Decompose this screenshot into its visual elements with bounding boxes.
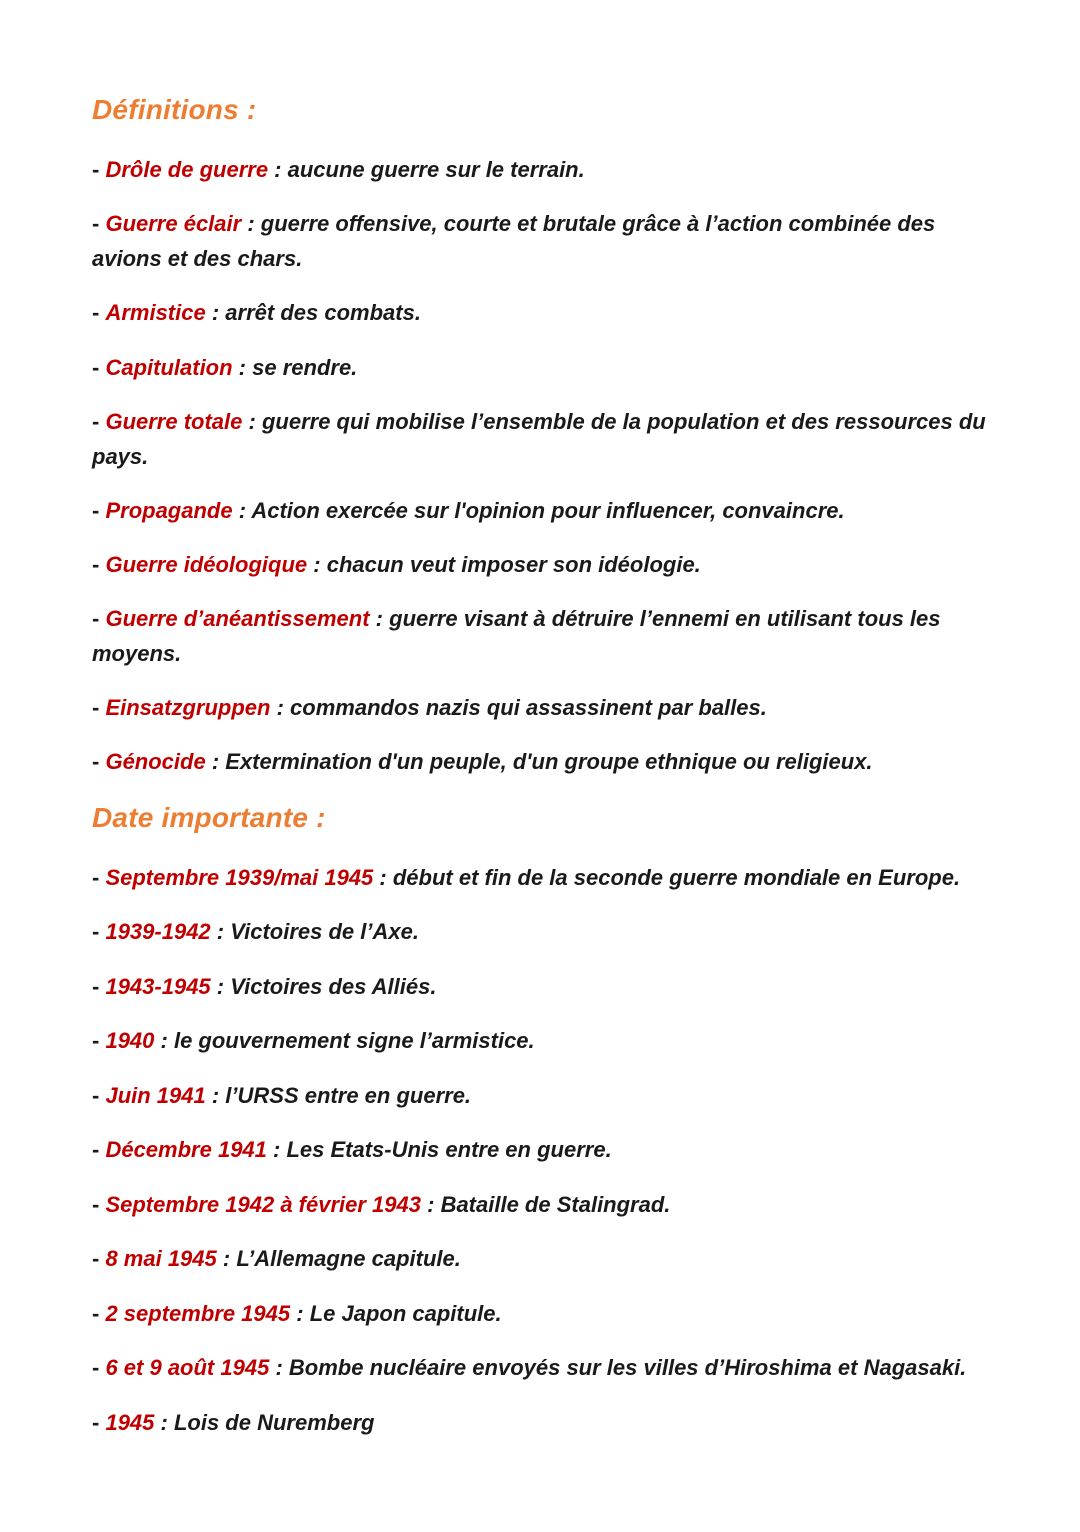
definition-item [92, 152, 992, 187]
definition-item [92, 350, 992, 385]
date-separator: : [290, 1301, 310, 1326]
definition-separator: : [232, 355, 253, 380]
bullet-dash: - [92, 1246, 106, 1271]
date-text: Victoires de l’Axe. [230, 919, 419, 944]
date-term: 1939-1942 [105, 919, 211, 944]
date-term: Septembre 1939/mai 1945 [105, 865, 374, 890]
date-term: Décembre 1941 [105, 1137, 267, 1162]
date-separator: : [210, 919, 231, 944]
date-term: Septembre 1942 à février 1943 [105, 1192, 421, 1217]
date-term: Juin 1941 [105, 1083, 206, 1108]
date-text: le gouvernement signe l’armistice. [173, 1028, 535, 1053]
date-text: début et fin de la seconde guerre mondiale en Europe. [392, 865, 961, 890]
definition-text: se rendre. [252, 355, 358, 380]
date-text: Bombe nucléaire envoyés sur les villes d’Hiroshima et Nagasaki. [288, 1355, 967, 1380]
date-text: l’URSS entre en guerre. [225, 1083, 472, 1108]
date-separator: : [205, 1083, 226, 1108]
definition-item [92, 295, 992, 330]
definition-text: arrêt des combats. [225, 300, 421, 325]
bullet-dash: - [92, 355, 106, 380]
definition-term: Armistice [105, 300, 206, 325]
date-separator: : [421, 1192, 441, 1217]
bullet-dash: - [92, 1028, 106, 1053]
date-item [92, 1187, 992, 1222]
definition-text: guerre visant à détruire l’ennemi en utilisant tous les moyens. [92, 606, 941, 666]
bullet-dash: - [92, 749, 106, 774]
definition-item [92, 744, 992, 779]
definition-item [92, 404, 992, 474]
definition-term: Drôle de guerre [105, 157, 269, 182]
bullet-dash: - [92, 409, 106, 434]
date-text: Victoires des Alliés. [230, 974, 437, 999]
bullet-dash: - [92, 1301, 106, 1326]
date-item [92, 914, 992, 949]
bullet-dash: - [92, 695, 106, 720]
date-text: Les Etats-Unis entre en guerre. [286, 1137, 612, 1162]
date-separator: : [210, 974, 231, 999]
date-item [92, 1241, 992, 1276]
definition-text: chacun veut imposer son idéologie. [326, 552, 701, 577]
definition-term: Capitulation [105, 355, 233, 380]
definition-separator: : [268, 157, 288, 182]
definition-text: commandos nazis qui assassinent par balles. [290, 695, 767, 720]
definition-text: Extermination d'un peuple, d'un groupe ethnique ou religieux. [225, 749, 873, 774]
date-text: Lois de Nuremberg [173, 1410, 375, 1435]
definition-term: Guerre éclair [105, 211, 242, 236]
bullet-dash: - [92, 300, 106, 325]
definition-text: Action exercée sur l'opinion pour influencer, convaincre. [251, 498, 845, 523]
dates-heading: Date importante : [92, 802, 326, 833]
definition-separator: : [270, 695, 291, 720]
bullet-dash: - [92, 1355, 106, 1380]
bullet-dash: - [92, 1083, 106, 1108]
definition-separator: : [205, 749, 226, 774]
bullet-dash: - [92, 919, 106, 944]
definition-separator: : [232, 498, 252, 523]
definition-separator: : [241, 211, 261, 236]
date-separator: : [154, 1028, 174, 1053]
bullet-dash: - [92, 157, 106, 182]
bullet-dash: - [92, 974, 106, 999]
date-item [92, 1132, 992, 1167]
definition-separator: : [242, 409, 262, 434]
definition-term: Guerre d’anéantissement [105, 606, 370, 631]
definition-item [92, 547, 992, 582]
definition-item [92, 690, 992, 725]
date-item [92, 1078, 992, 1113]
bullet-dash: - [92, 606, 106, 631]
definition-term: Einsatzgruppen [105, 695, 271, 720]
bullet-dash: - [92, 211, 106, 236]
bullet-dash: - [92, 1192, 106, 1217]
date-item [92, 1023, 992, 1058]
bullet-dash: - [92, 498, 106, 523]
date-text: L’Allemagne capitule. [236, 1246, 461, 1271]
definition-term: Propagande [105, 498, 233, 523]
date-separator: : [216, 1246, 237, 1271]
definitions-heading: Définitions : [92, 94, 257, 125]
date-term: 6 et 9 août 1945 [105, 1355, 270, 1380]
date-item [92, 1296, 992, 1331]
date-term: 2 septembre 1945 [105, 1301, 291, 1326]
definition-term: Génocide [105, 749, 206, 774]
date-term: 1943-1945 [105, 974, 211, 999]
date-separator: : [373, 865, 393, 890]
date-term: 1940 [105, 1028, 155, 1053]
definition-text: guerre qui mobilise l’ensemble de la population et des ressources du pays. [92, 409, 986, 469]
date-item [92, 1405, 992, 1440]
definition-separator: : [307, 552, 327, 577]
date-term: 1945 [105, 1410, 155, 1435]
date-item [92, 860, 992, 895]
date-term: 8 mai 1945 [105, 1246, 217, 1271]
bullet-dash: - [92, 1410, 106, 1435]
date-separator: : [269, 1355, 289, 1380]
definition-term: Guerre idéologique [105, 552, 308, 577]
date-text: Bataille de Stalingrad. [440, 1192, 671, 1217]
definition-text: guerre offensive, courte et brutale grâce à l’action combinée des avions et des chars. [92, 211, 936, 271]
bullet-dash: - [92, 865, 106, 890]
date-item [92, 1350, 992, 1385]
date-separator: : [154, 1410, 174, 1435]
date-text: Le Japon capitule. [309, 1301, 502, 1326]
definition-item [92, 493, 992, 528]
definition-separator: : [205, 300, 226, 325]
definition-item [92, 601, 992, 671]
definition-item [92, 206, 992, 276]
date-separator: : [266, 1137, 287, 1162]
definition-separator: : [369, 606, 390, 631]
date-item [92, 969, 992, 1004]
bullet-dash: - [92, 552, 106, 577]
definition-text: aucune guerre sur le terrain. [287, 157, 585, 182]
definition-term: Guerre totale [105, 409, 243, 434]
bullet-dash: - [92, 1137, 106, 1162]
